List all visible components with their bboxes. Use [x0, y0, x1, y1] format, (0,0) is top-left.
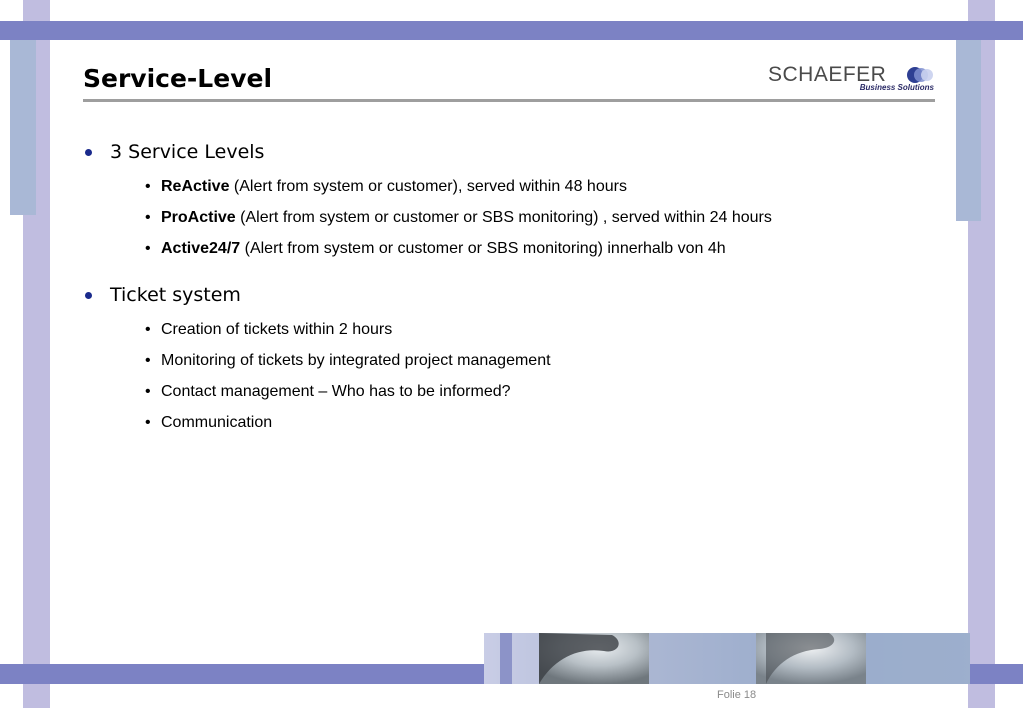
sub-bullet-proactive	[161, 208, 772, 228]
sub-bullet-ticket-monitoring: Monitoring of tickets by integrated project management	[161, 352, 551, 369]
service-level-desc: (Alert from system or customer or SBS monitoring) , served within 24 hours	[235, 209, 772, 226]
coffee-cups-image	[484, 633, 970, 684]
sub-bullet-dot: •	[145, 209, 151, 226]
service-level-name: ProActive	[161, 209, 236, 226]
sub-bullet-contact-management: Contact management – Who has to be informed?	[161, 383, 511, 400]
service-level-name: Active24/7	[161, 240, 241, 257]
sub-bullet-active247	[161, 239, 726, 259]
sub-bullet-dot: •	[145, 240, 151, 257]
logo-tagline: Business Solutions	[859, 83, 934, 92]
left-frame-accent	[10, 40, 36, 215]
sub-bullet-dot: •	[145, 178, 151, 195]
service-level-desc: (Alert from system or customer or SBS monitoring) innerhalb von 4h	[240, 240, 726, 257]
bullet-service-levels: 3 Service Levels	[110, 141, 265, 163]
sub-bullet-communication: Communication	[161, 414, 273, 431]
bullet-dot	[85, 292, 92, 299]
title-divider	[83, 99, 935, 102]
company-logo	[768, 63, 938, 95]
service-level-name: ReActive	[161, 178, 230, 195]
bullet-dot	[85, 149, 92, 156]
service-level-desc: (Alert from system or customer), served within 48 hours	[229, 178, 627, 195]
logo-circles-icon	[906, 66, 938, 84]
bullet-ticket-system: Ticket system	[110, 284, 241, 306]
right-frame-accent	[956, 40, 981, 221]
decorative-photo-strip	[484, 633, 970, 684]
logo-wordmark: SCHAEFER	[768, 63, 887, 86]
slide-title: Service-Level	[83, 64, 273, 93]
sub-bullet-ticket-creation: Creation of tickets within 2 hours	[161, 321, 393, 338]
sub-bullet-dot: •	[145, 352, 151, 369]
sub-bullet-dot: •	[145, 321, 151, 338]
sub-bullet-dot: •	[145, 383, 151, 400]
sub-bullet-reactive	[161, 177, 627, 197]
top-frame-bar	[0, 21, 1023, 40]
slide-number: Folie 18	[717, 689, 757, 701]
sub-bullet-dot: •	[145, 414, 151, 431]
